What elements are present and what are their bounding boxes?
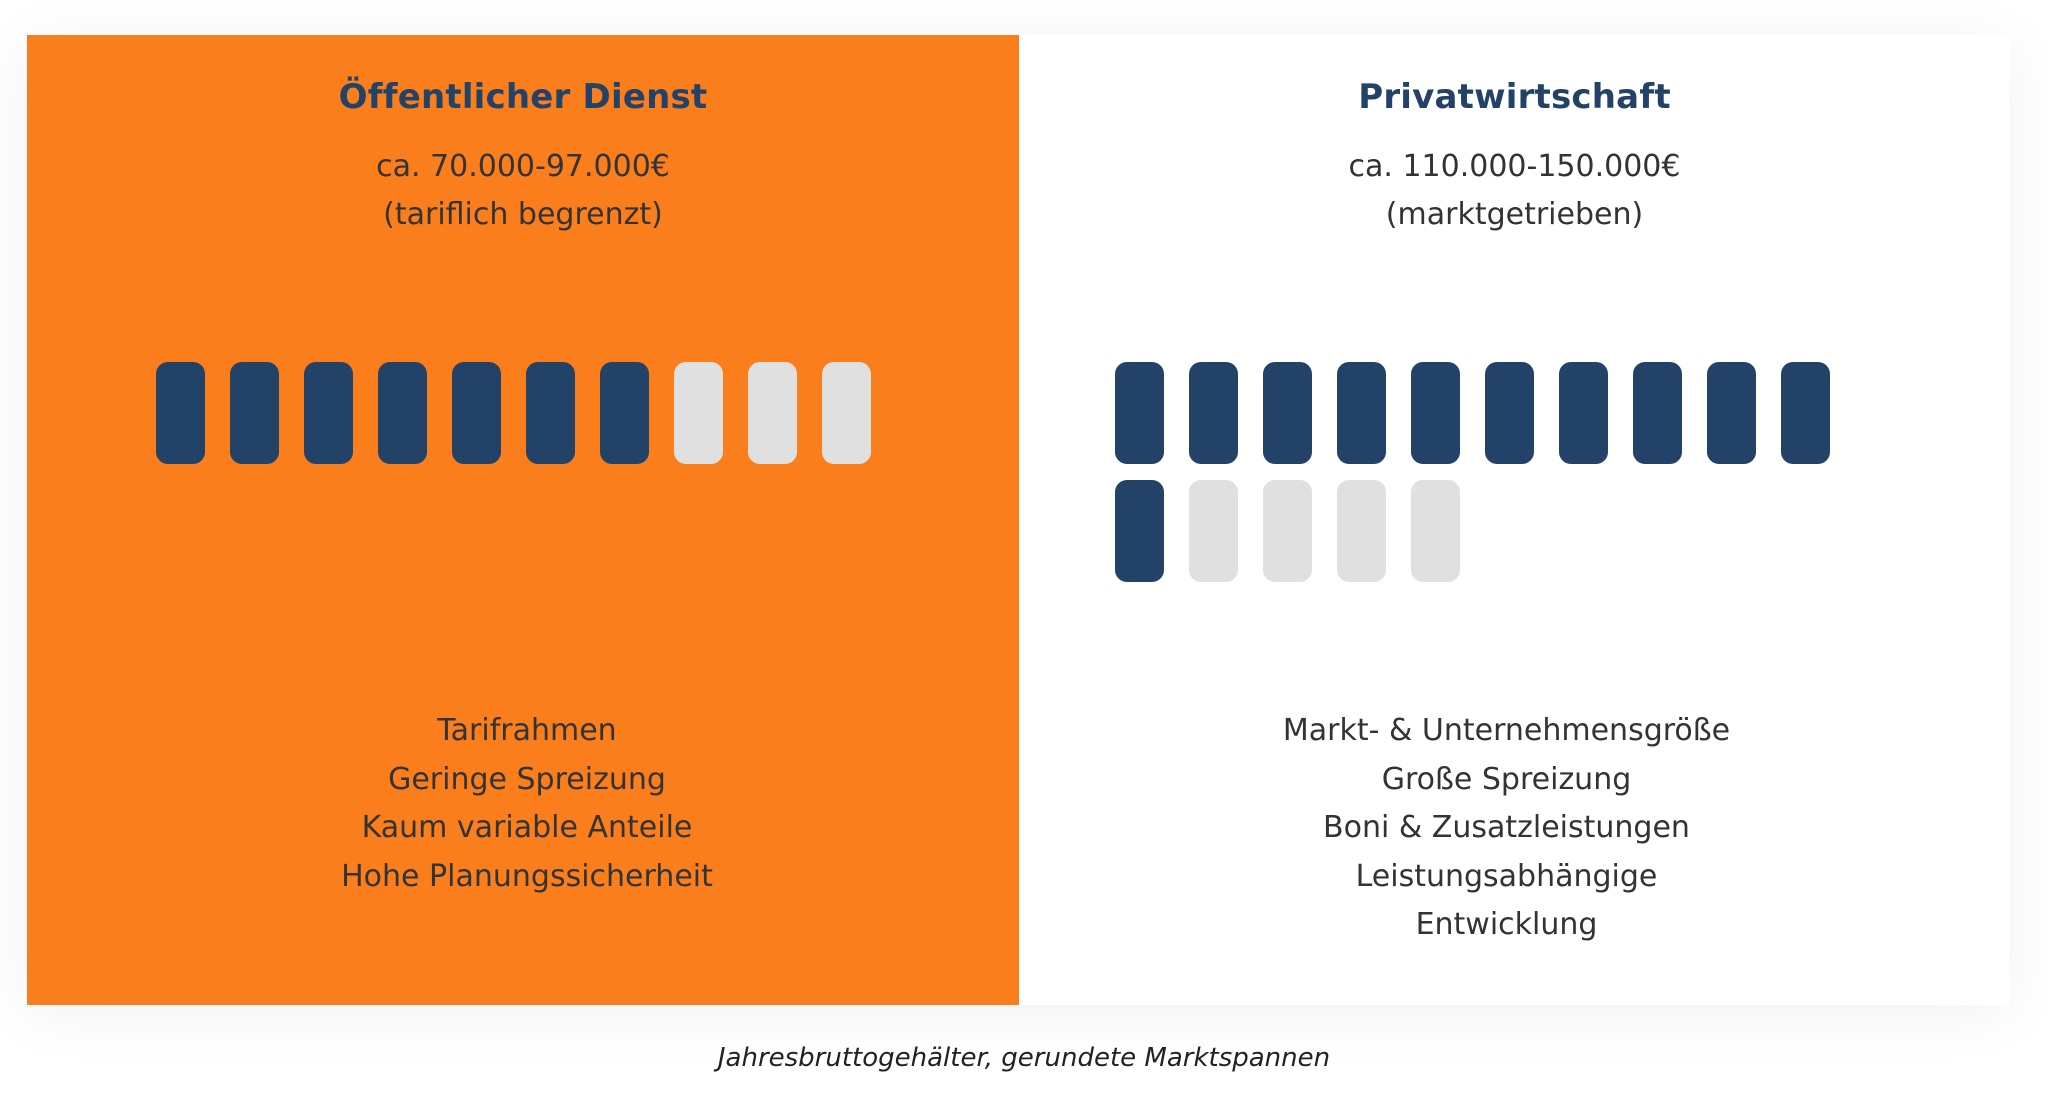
unit-block-filled	[1707, 362, 1756, 464]
unit-block-empty	[1263, 480, 1312, 582]
unit-block-empty	[748, 362, 797, 464]
factor-item: Hohe Planungssicherheit	[341, 858, 713, 894]
unit-block-filled	[526, 362, 575, 464]
unit-block-filled	[1559, 362, 1608, 464]
salary-range-value: ca. 70.000-97.000€	[376, 149, 670, 184]
unit-block-empty	[674, 362, 723, 464]
unit-block-filled	[156, 362, 205, 464]
unit-blocks	[1115, 362, 1830, 582]
unit-block-filled	[1263, 362, 1312, 464]
factor-item: Leistungsabhängige	[1355, 858, 1658, 894]
unit-block-filled	[1633, 362, 1682, 464]
salary-range-note: (tariflich begrenzt)	[383, 197, 663, 232]
panel-private-sector	[1019, 35, 2010, 1005]
factor-item: Kaum variable Anteile	[361, 810, 693, 845]
unit-block-filled	[1485, 362, 1534, 464]
factor-item: Tarifrahmen	[437, 713, 617, 748]
unit-block-filled	[304, 362, 353, 464]
unit-block-filled	[230, 362, 279, 464]
factor-item: Große Spreizung	[1381, 761, 1632, 797]
unit-block-filled	[1781, 362, 1830, 464]
unit-block-filled	[378, 362, 427, 464]
unit-block-filled	[1189, 362, 1238, 464]
unit-block-filled	[452, 362, 501, 464]
salary-range-value: ca. 110.000-150.000€	[1348, 149, 1681, 184]
panel-title: Öffentlicher Dienst	[338, 77, 708, 117]
unit-blocks	[156, 362, 871, 464]
comparison-card	[27, 35, 2010, 1005]
panel-public-sector	[27, 35, 1019, 1005]
unit-block-filled	[1115, 362, 1164, 464]
factor-list	[1019, 707, 1994, 950]
unit-block-filled	[600, 362, 649, 464]
unit-block-filled	[1337, 362, 1386, 464]
salary-range-note: (marktgetrieben)	[1385, 197, 1644, 232]
factor-list	[27, 707, 1027, 901]
panel-title: Privatwirtschaft	[1358, 77, 1671, 117]
salary-range	[27, 143, 1019, 239]
unit-block-filled	[1115, 480, 1164, 582]
unit-block-empty	[822, 362, 871, 464]
unit-block-empty	[1337, 480, 1386, 582]
factor-item: Entwicklung	[1415, 907, 1598, 942]
unit-block-empty	[1411, 480, 1460, 582]
factor-item: Geringe Spreizung	[388, 761, 666, 797]
factor-item: Markt- & Unternehmensgröße	[1282, 713, 1731, 748]
unit-block-filled	[1411, 362, 1460, 464]
factor-item: Boni & Zusatzleistungen	[1323, 810, 1690, 845]
salary-range	[1019, 143, 2010, 239]
figure-caption: Jahresbruttogehälter, gerundete Marktspannen	[717, 1043, 1331, 1073]
unit-block-empty	[1189, 480, 1238, 582]
